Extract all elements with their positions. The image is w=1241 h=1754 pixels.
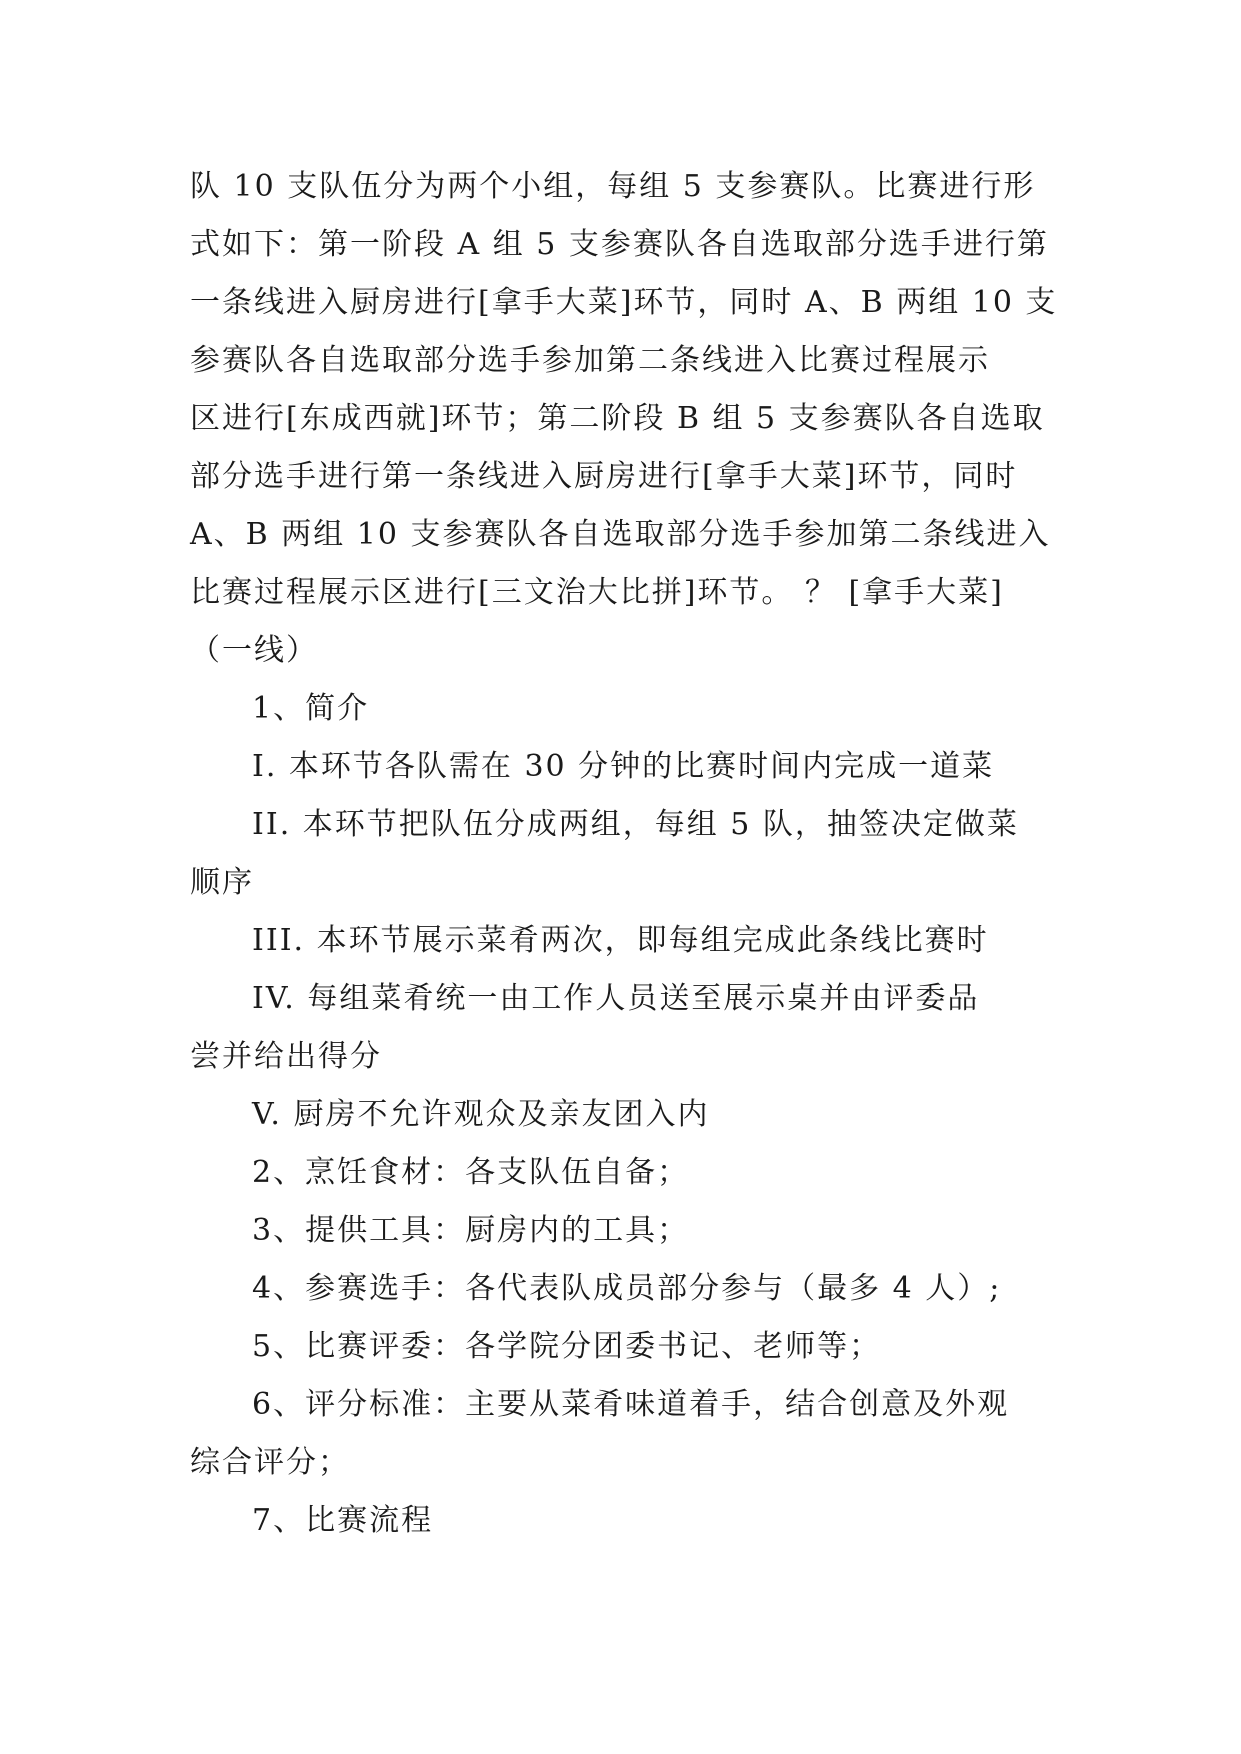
process-heading: 7、比赛流程 <box>252 1503 434 1538</box>
scoring-item <box>190 1376 1050 1492</box>
contestants-item: 4、参赛选手：各代表队成员部分参与（最多 4 人）; <box>252 1271 1002 1306</box>
document-page <box>190 158 1058 1550</box>
ingredients-item: 2、烹饪食材：各支队伍自备； <box>252 1155 690 1190</box>
text-line: 比赛过程展示区进行[三文治大比拼]环节。 ？ [拿手大菜] <box>190 575 1004 610</box>
text-line: A、B 两组 10 支参赛队各自选取部分选手参加第二条线进入 <box>190 517 1051 552</box>
text-line: （一线） <box>190 633 318 668</box>
text-line: II. 本环节把队伍分成两组，每组 5 队，抽签决定做菜 <box>252 807 1019 842</box>
rule-item-iii: III. 本环节展示菜肴两次，即每组完成此条线比赛时 <box>252 923 989 958</box>
text-line: 式如下：第一阶段 A 组 5 支参赛队各自选取部分选手进行第 <box>190 227 1049 262</box>
text-line: 尝并给出得分 <box>190 1039 382 1074</box>
judges-item: 5、比赛评委：各学院分团委书记、老师等； <box>252 1329 882 1364</box>
text-line: 一条线进入厨房进行[拿手大菜]环节，同时 A、B 两组 10 支 <box>190 285 1058 320</box>
tools-item: 3、提供工具：厨房内的工具； <box>252 1213 690 1248</box>
text-line: 区进行[东成西就]环节；第二阶段 B 组 5 支参赛队各自选取 <box>190 401 1045 436</box>
section-intro-heading: 1、简介 <box>252 691 370 726</box>
rule-item-ii <box>190 796 1050 912</box>
intro-paragraph <box>190 158 1058 680</box>
rule-item-i: I. 本环节各队需在 30 分钟的比赛时间内完成一道菜 <box>252 749 995 784</box>
text-line: 队 10 支队伍分为两个小组，每组 5 支参赛队。比赛进行形 <box>190 169 1036 204</box>
text-line: 6、评分标准：主要从菜肴味道着手，结合创意及外观 <box>252 1387 1010 1422</box>
text-line: 参赛队各自选取部分选手参加第二条线进入比赛过程展示 <box>190 343 990 378</box>
rule-item-v: V. 厨房不允许观众及亲友团入内 <box>252 1097 710 1132</box>
text-line: IV. 每组菜肴统一由工作人员送至展示桌并由评委品 <box>252 981 980 1016</box>
rule-item-iv <box>190 970 1050 1086</box>
text-line: 顺序 <box>190 865 254 900</box>
text-line: 部分选手进行第一条线进入厨房进行[拿手大菜]环节，同时 <box>190 459 1018 494</box>
text-line: 综合评分； <box>190 1445 350 1480</box>
